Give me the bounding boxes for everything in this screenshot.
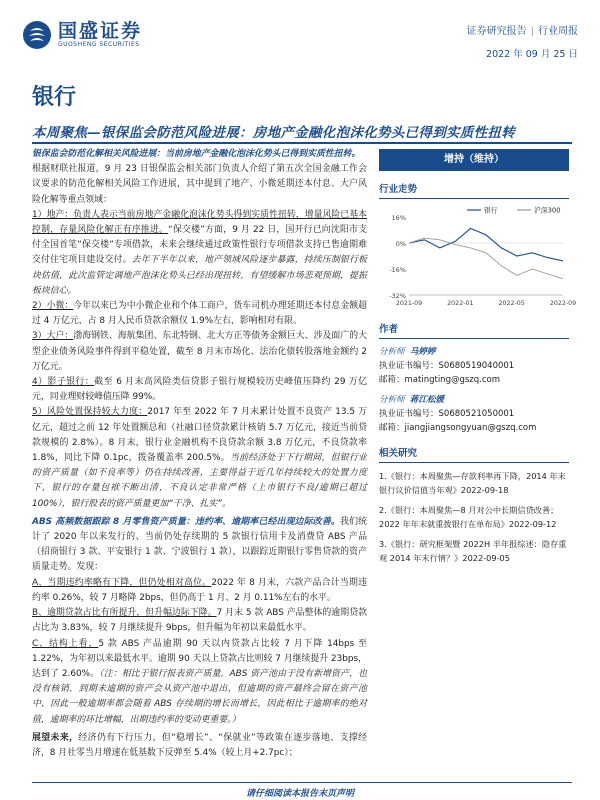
- analyst-2-cert: S0680521050001: [438, 409, 515, 419]
- related-item-2[interactable]: 2.《银行：本周聚焦—8 月对公中长期信贷改善；2022 年年末就重拨银行在单布局》2022-09-12: [379, 505, 559, 529]
- point-1: [32, 208, 367, 299]
- analyst-1: [379, 345, 569, 387]
- y-tick-label: 0%: [395, 240, 406, 248]
- trend-chart-svg: [379, 201, 577, 311]
- title-divider: [32, 142, 572, 144]
- x-tick-label: 2022-05: [498, 300, 525, 307]
- point-4-lead: 4）影子银行：: [32, 377, 95, 388]
- point-4-text: 截至 6 月末高风险类信贷影子银行规模较历史峰值压降约 29 万亿元，同业理财较峰值压降 99%。: [32, 377, 367, 403]
- doc-date: 2022 年 09 月 25 日: [486, 49, 578, 60]
- analyst-1-name: 马婷婷: [409, 347, 436, 357]
- x-tick-label: 2022-09: [549, 300, 577, 307]
- point-5-lead: 5）风险处置保持较大力度：: [32, 407, 148, 418]
- analyst-2-name: 蒋江松媛: [409, 395, 444, 405]
- sidebar: [379, 147, 577, 571]
- point-3-text: 渤海钢铁、海航集团、东北特钢、北大方正等债务金额巨大、涉及面广的大型企业债务风险事件得到平稳处置，截至 8 月末市场化、法治化债转股落地金额约 2 万亿元。: [32, 331, 367, 372]
- outlook: [32, 731, 367, 761]
- trend-heading: 行业走势: [379, 181, 569, 199]
- point-5: [32, 405, 367, 511]
- y-tick-label: -16%: [389, 266, 406, 274]
- point-a-lead: A、当期违约率略有下降，但仍处相对高位。: [32, 577, 212, 588]
- logo-cn-text: 国盛证券: [58, 20, 143, 42]
- point-1-lead: 1）地产：负责人表示当前房地产金融化泡沫化势头得到实质性扭转，增量风险已基本控制，存量风险化解正有序推进。: [32, 209, 367, 236]
- analyst-2-role: 分析师: [379, 395, 405, 405]
- analyst-2-cert-label: 执业证书编号：: [379, 409, 439, 419]
- analyst-1-cert: S0680519040001: [438, 361, 515, 371]
- legend-label-1: 银行: [484, 206, 498, 215]
- analyst-1-email-label: 邮箱：: [379, 375, 405, 385]
- section-1-intro: 根据财联社报道，9 月 23 日银保监会相关部门负责人介绍了第五次全国金融工作会议要求的防范化解相关风险工作进展，其中提到了地产、小微延期还本付息、大户风险化解等重点领域：: [32, 164, 367, 205]
- point-c-text: 5 款 ABS 产品逾期 90 天以内贷款占比较 7 月下降 14bps 至 1.22%，为年初以来最低水平。逾期 90 天以上贷款占比则较 7 月继续提升 23bps，达到了 2.60%。: [32, 638, 367, 679]
- x-tick-label: 2021-09: [395, 300, 423, 307]
- section-2-intro: 我们统计了 2020 年以来发行的、当前仍处存续期的 5 款银行信用卡及消费贷 ABS 产品（招商银行 3 款、平安银行 1 款、宁波银行 1 款），以跟踪近期银行零售贷款的资产质量走势。发现：: [32, 516, 368, 573]
- point-1-italic: 去年下半年以来，地产领域风险逐步暴露，持续压制银行板块估值，此次监管定调地产泡沫化势头已经出现扭转，有望缓解市场悲观预期，提振板块信心。: [32, 255, 368, 296]
- analyst-1-cert-label: 执业证书编号：: [379, 361, 439, 371]
- y-tick-label: 16%: [391, 214, 406, 222]
- logo-en-text: GUOSHENG SECURITIES: [58, 41, 140, 48]
- rating-badge: 增持（维持）: [379, 149, 569, 171]
- point-c: [32, 637, 367, 728]
- point-1-text: “保交楼”方面，9 月 22 日，国开行已向沈阳市支付全国首笔“保交楼”专项借款，未来会继续通过政策性银行专项借款支持已售逾期难交付住宅项目建设交付。: [32, 225, 367, 266]
- analyst-2: [379, 393, 569, 435]
- doc-type-label: 证券研究报告: [466, 26, 527, 37]
- trend-chart: [379, 201, 577, 311]
- related-heading: 相关研究: [379, 445, 569, 463]
- point-2-text: 今年以来已为中小微企业和个体工商户，货车司机办理延期还本付息金额超过 4 万亿元，占 8 月人民币贷款余额仅 1.9%左右，影响相对有限。: [32, 301, 367, 327]
- point-b: [32, 606, 367, 636]
- point-4: [32, 375, 367, 405]
- outlook-text: 经济仍有下行压力，但“稳增长”、“保就业”等政策在逐步落地、支撑经济，8 月社零当月增速在低基数下反弹至 5.4%（较上月+2.7pc）；: [32, 732, 368, 758]
- point-b-lead: B、逾期贷款占比有所提升，但升幅边际下降。: [32, 608, 217, 619]
- point-a-text: 2022 年 8 月末，六款产品合计当期违约率 0.26%，较 7 月略降 2bps，但仍高于 1 月、2 月 0.11%左右的水平。: [32, 577, 367, 603]
- point-5-text: 2017 年至 2022 年 7 月末累计处置不良资产 13.5 万亿元，超过之前 12 年处置额总和（社融口径贷款累计核销 5.7 万亿元，接近当前贷款规模的 2.8%）。8 月末，银行业金融机构不良贷款余额 3.8 万亿元，不良贷款率 1.8%，同比下降 0.1pc，拨备覆盖率 200.5%。: [32, 407, 367, 464]
- related-item-3[interactable]: 3.《银行：研究框架暨 2022H 半年报综述：隐存重观 2014 年末行情？》2022-09-05: [379, 539, 567, 563]
- analyst-1-email[interactable]: matingting@gszq.com: [404, 375, 500, 385]
- report-title: 本周聚焦—银保监会防范风险进展：房地产金融化泡沫化势头已得到实质性扭转: [32, 125, 515, 141]
- sector-title: 银行: [32, 85, 77, 110]
- guosheng-logo-icon: [22, 20, 52, 50]
- main-body: [32, 147, 367, 761]
- company-logo: [22, 20, 142, 50]
- y-tick-label: -32%: [389, 292, 406, 300]
- point-2: [32, 299, 367, 329]
- footer-note: 请仔细阅读本报告末页声明: [245, 789, 354, 799]
- doc-category-label: 行业周报: [538, 26, 578, 37]
- page-header: [0, 0, 600, 74]
- point-c-italic: （注：相比于银行报表资产质量，ABS 资产池由于没有新增资产，也没有核销，到期未逾期的资产会从资产池中退出，但逾期的资产最终会留在资产池中，因此一般逾期率都会随着 ABS 存续期的增长而增长，因此相比于逾期率的绝对值，逾期率的环比增幅，出期违约率的变动更重要。）: [32, 668, 367, 725]
- outlook-lead: 展望未来，: [32, 732, 79, 743]
- point-b-text: 7 月末 5 款 ABS 产品整体的逾期贷款占比为 3.83%，较 7 月继续提升 9bps，但升幅为年初以来最低水平。: [32, 608, 367, 634]
- point-3-lead: 3）大户：: [32, 331, 74, 342]
- section-2-heading: ABS 高频数据跟踪 8 月零售资产质量：违约率、逾期率已经出现边际改善。: [32, 516, 340, 527]
- point-2-lead: 2）小微：: [32, 301, 74, 312]
- analyst-2-email[interactable]: jiangjiangsongyuan@gszq.com: [404, 423, 537, 433]
- point-c-lead: C、结构上看，: [32, 638, 99, 649]
- analyst-2-email-label: 邮箱：: [379, 423, 405, 433]
- doc-type: 证券研究报告 | 行业周报: [466, 26, 578, 37]
- x-tick-label: 2022-01: [447, 300, 474, 307]
- point-a: [32, 576, 367, 606]
- point-5-italic: 当前经济处于下行期间，但银行业的资产质量（如不良率等）仍在持续改善，主要得益于近几年持续较大的处置力度下，银行的存量包袱不断出清，不良认定非常严格（上市银行不良/逾期已超过 100%），银行股表的资产质量更加“干净、扎实”。: [32, 453, 367, 509]
- legend-label-2: 沪深300: [534, 206, 561, 215]
- related-item-1[interactable]: 1.《银行：本周聚焦—存款利率再下降，2014 年末银行议价信值当年观》2022-09-18: [379, 471, 566, 495]
- related-list: [379, 469, 569, 565]
- series-line-1: [409, 228, 563, 261]
- section-1-heading: 银保监会防范化解相关风险进展：当前房地产金融化泡沫化势头已得到实质性扭转。: [32, 149, 361, 159]
- footer-divider: [32, 782, 572, 783]
- point-3: [32, 329, 367, 375]
- analyst-1-role: 分析师: [379, 347, 405, 357]
- author-heading: 作者: [379, 321, 569, 339]
